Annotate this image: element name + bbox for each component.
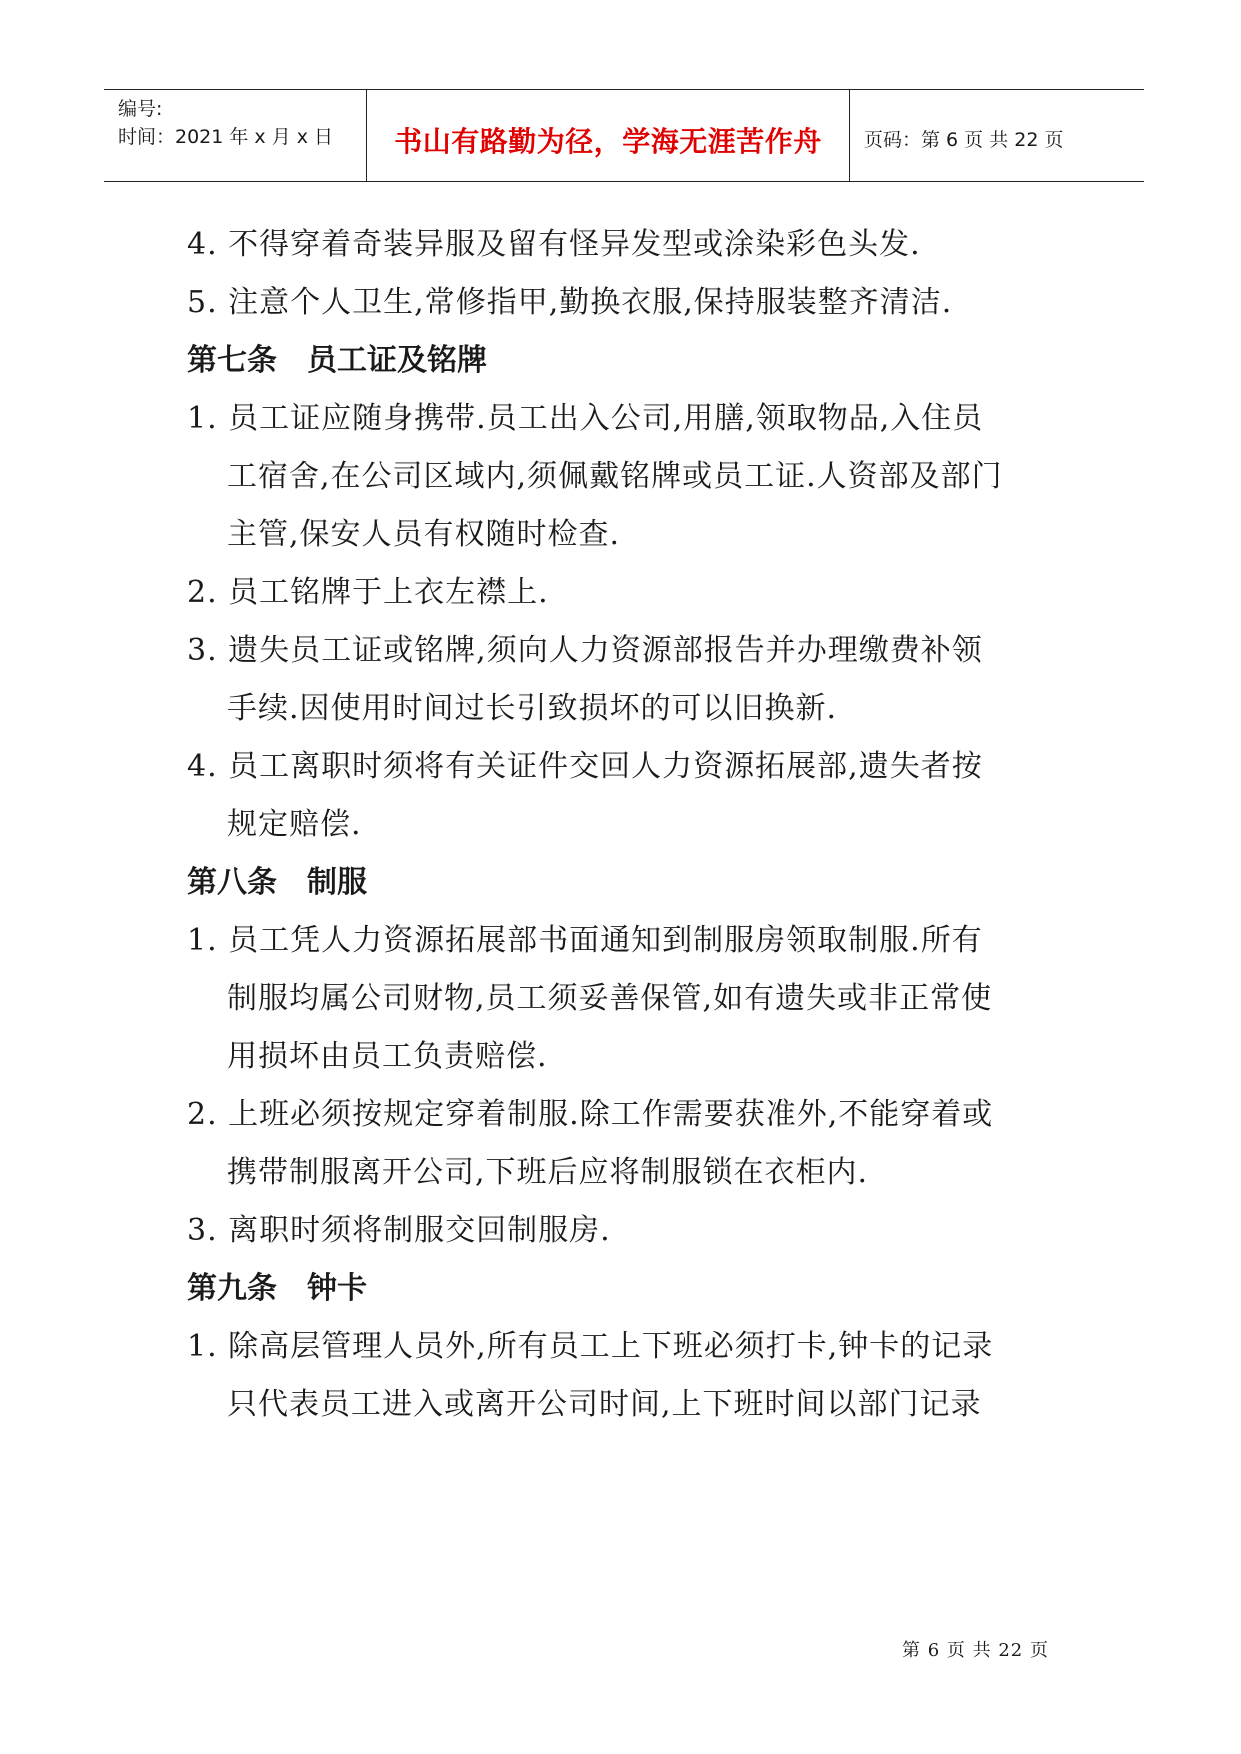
section-heading-article-9: 第九条 钟卡 [187, 1271, 367, 1306]
header-left-cell [104, 90, 367, 181]
list-item: 5. 注意个人卫生,常修指甲,勤换衣服,保持服装整齐清洁. [187, 285, 953, 320]
list-item-continuation: 只代表员工进入或离开公司时间,上下班时间以部门记录 [227, 1387, 982, 1422]
list-item-continuation: 用损坏由员工负责赔偿. [227, 1039, 548, 1074]
list-item: 3. 遗失员工证或铭牌,须向人力资源部报告并办理缴费补领 [187, 633, 983, 668]
list-item: 1. 员工证应随身携带.员工出入公司,用膳,领取物品,入住员 [187, 401, 984, 436]
list-item: 2. 员工铭牌于上衣左襟上. [187, 575, 549, 610]
list-item: 4. 员工离职时须将有关证件交回人力资源拓展部,遗失者按 [187, 749, 983, 784]
header-right-cell [850, 90, 1144, 181]
page-header [104, 89, 1144, 182]
list-item: 1. 员工凭人力资源拓展部书面通知到制服房领取制服.所有 [187, 923, 983, 958]
motto: 书山有路勤为径，学海无涯苦作舟 [394, 125, 822, 158]
list-item-continuation: 主管,保安人员有权随时检查. [227, 517, 621, 552]
list-item: 3. 离职时须将制服交回制服房. [187, 1213, 611, 1248]
header-middle-cell [367, 90, 850, 181]
section-heading-article-8: 第八条 制服 [187, 865, 367, 900]
list-item-continuation: 手续.因使用时间过长引致损坏的可以旧换新. [227, 691, 838, 726]
list-item: 2. 上班必须按规定穿着制服.除工作需要获准外,不能穿着或 [187, 1097, 994, 1132]
list-item-continuation: 携带制服离开公司,下班后应将制服锁在衣柜内. [227, 1155, 869, 1190]
serial-number-label: 编号: [118, 98, 163, 120]
list-item-continuation: 工宿舍,在公司区域内,须佩戴铭牌或员工证.人资部及部门 [227, 459, 1003, 494]
page-footer: 第 6 页 共 22 页 [902, 1640, 1049, 1661]
section-heading-article-7: 第七条 员工证及铭牌 [187, 343, 487, 378]
list-item: 4. 不得穿着奇装异服及留有怪异发型或涂染彩色头发. [187, 227, 921, 262]
list-item-continuation: 规定赔偿. [227, 807, 362, 842]
list-item-continuation: 制服均属公司财物,员工须妥善保管,如有遗失或非正常使 [227, 981, 993, 1016]
date-label: 时间：2021 年 x 月 x 日 [118, 126, 334, 148]
header-page-info: 页码：第 6 页 共 22 页 [864, 129, 1064, 151]
list-item: 1. 除高层管理人员外,所有员工上下班必须打卡,钟卡的记录 [187, 1329, 994, 1364]
